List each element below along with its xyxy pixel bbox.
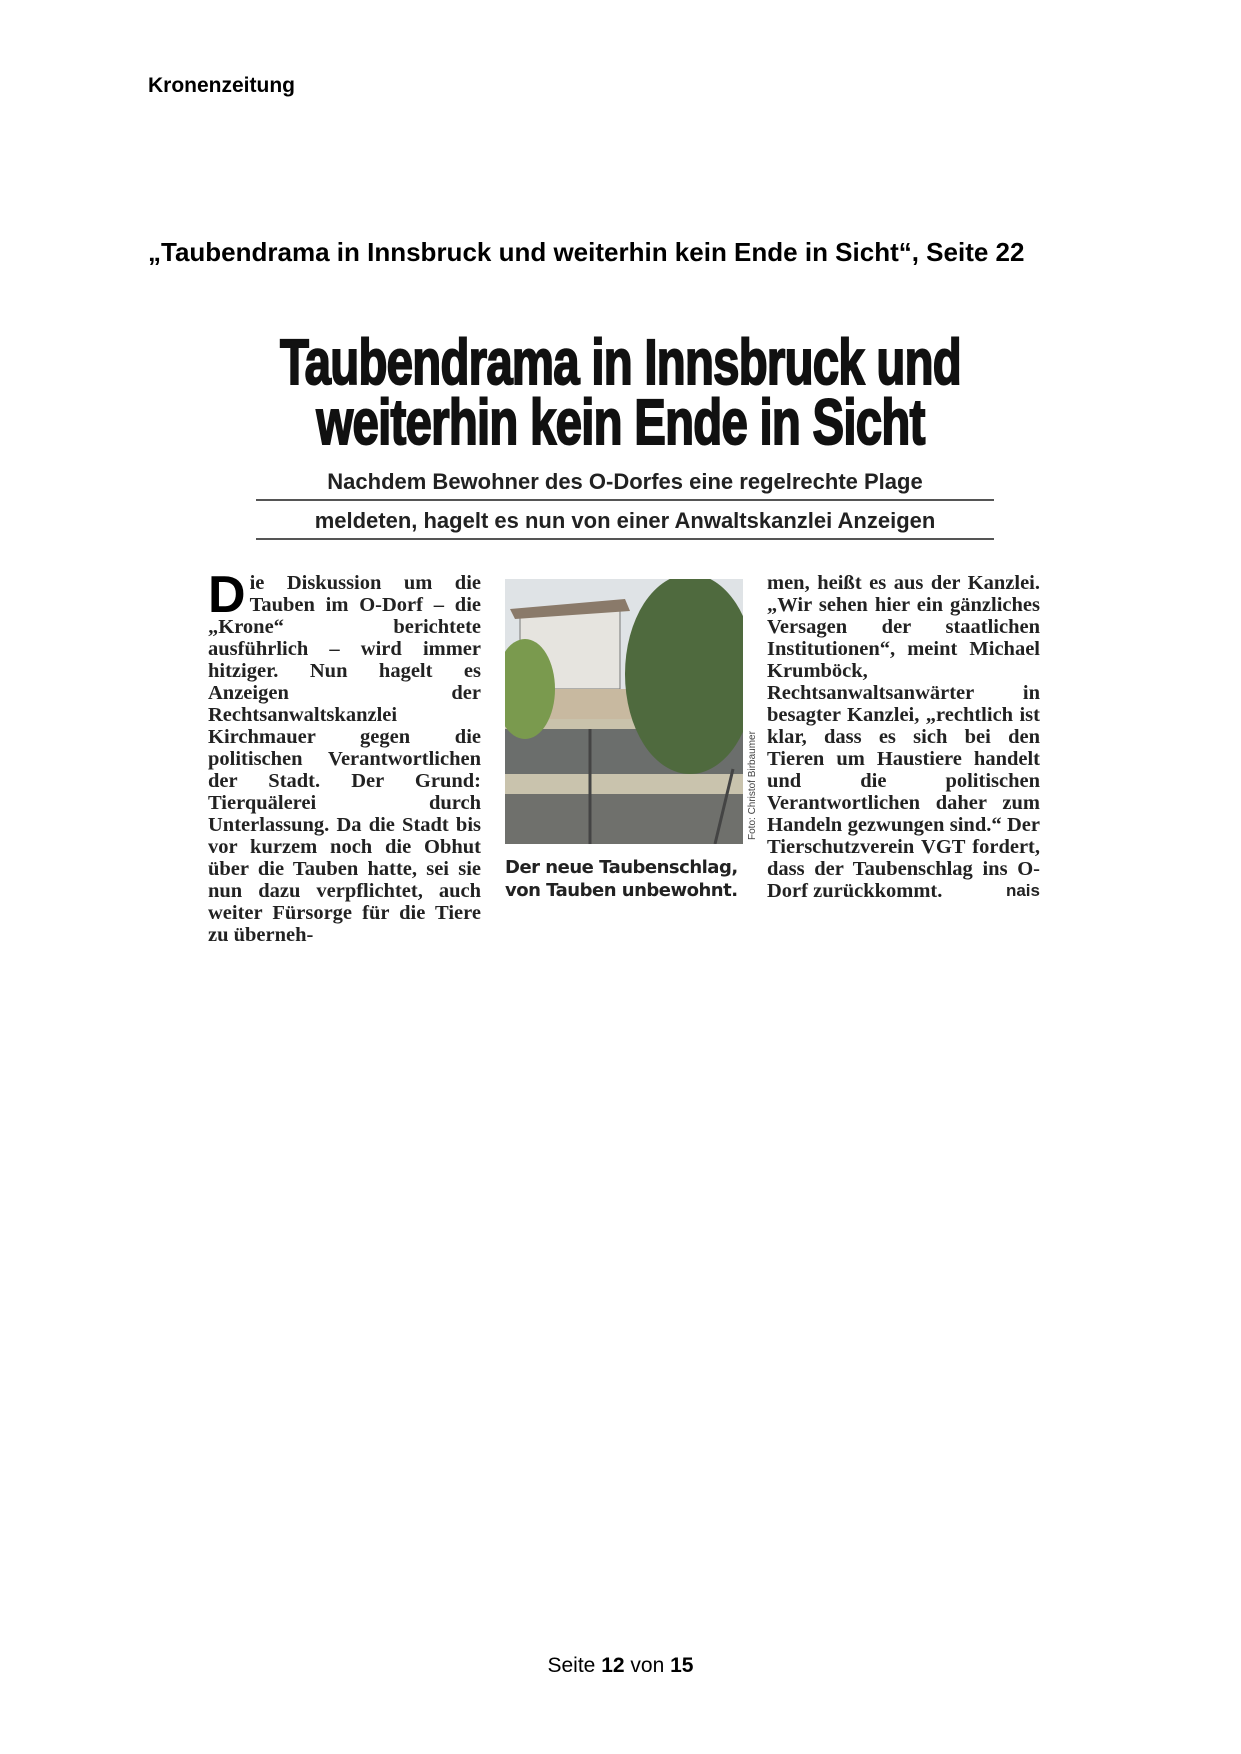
total-pages: 15: [670, 1654, 694, 1677]
article-photo: [505, 579, 743, 844]
column-3-text: [767, 572, 1040, 902]
caption-line-2: von Tauben unbewohnt.: [505, 880, 738, 901]
subheadline-line-1: Nachdem Bewohner des O-Dorfes eine regelrechte Plage: [256, 468, 994, 501]
page-footer: [0, 1654, 1241, 1678]
current-page: 12: [601, 1654, 625, 1677]
column-1-text: ie Diskussion um die Tauben im O-Dorf – die „Krone“ berichtete ausführlich – wird immer hitziger. Nun hagelt es Anzeigen der Rechtsanwaltskanzlei Kirchmauer gegen die politischen Verantwortlichen der Stadt. Der Grund: Tierquälerei durch Unterlassung. Da die Stadt bis vor kurzem noch die Obhut über die Tauben hatte, sei sie nun dazu verpflichtet, auch weiter Fürsorge für die Tiere zu überneh-: [208, 572, 481, 946]
article-column-1: [208, 566, 481, 946]
headline-line-1: Taubendrama in Innsbruck und: [280, 326, 961, 398]
footer-sep: von: [630, 1654, 665, 1677]
pigeon-loft-photo-image: [505, 579, 743, 844]
column-3-body: men, heißt es aus der Kanzlei. „Wir sehen hier ein gänzliches Versagen der staatlichen Institutionen“, meint Michael Krumböck, Rechtsanwaltsanwärter in besagter Kanzlei, „rechtlich ist klar, dass es sich bei den Tieren um Haustiere handelt und die politischen Verantwortlichen daher zum Handeln gezwungen sind.“ Der Tierschutzverein VGT fordert, dass der Taubenschlag ins O-Dorf zurückkommt.: [767, 572, 1040, 902]
headline-line-2: weiterhin kein Ende in Sicht: [316, 386, 925, 458]
publication-name: Kronenzeitung: [148, 74, 295, 97]
article-headline: [0, 326, 1241, 458]
article-column-3: [767, 572, 1040, 902]
author-signature: nais: [1005, 881, 1040, 900]
document-title: „Taubendrama in Innsbruck und weiterhin kein Ende in Sicht“, Seite 22: [148, 237, 1025, 267]
footer-prefix: Seite: [547, 1654, 596, 1677]
photo-credit: Foto: Christof Birbaumer: [747, 731, 758, 840]
drop-cap: D: [208, 566, 246, 624]
subheadline-line-2: meldeten, hagelt es nun von einer Anwaltskanzlei Anzeigen: [256, 507, 994, 540]
photo-caption: [505, 856, 738, 902]
caption-line-1: Der neue Taubenschlag,: [505, 857, 738, 878]
